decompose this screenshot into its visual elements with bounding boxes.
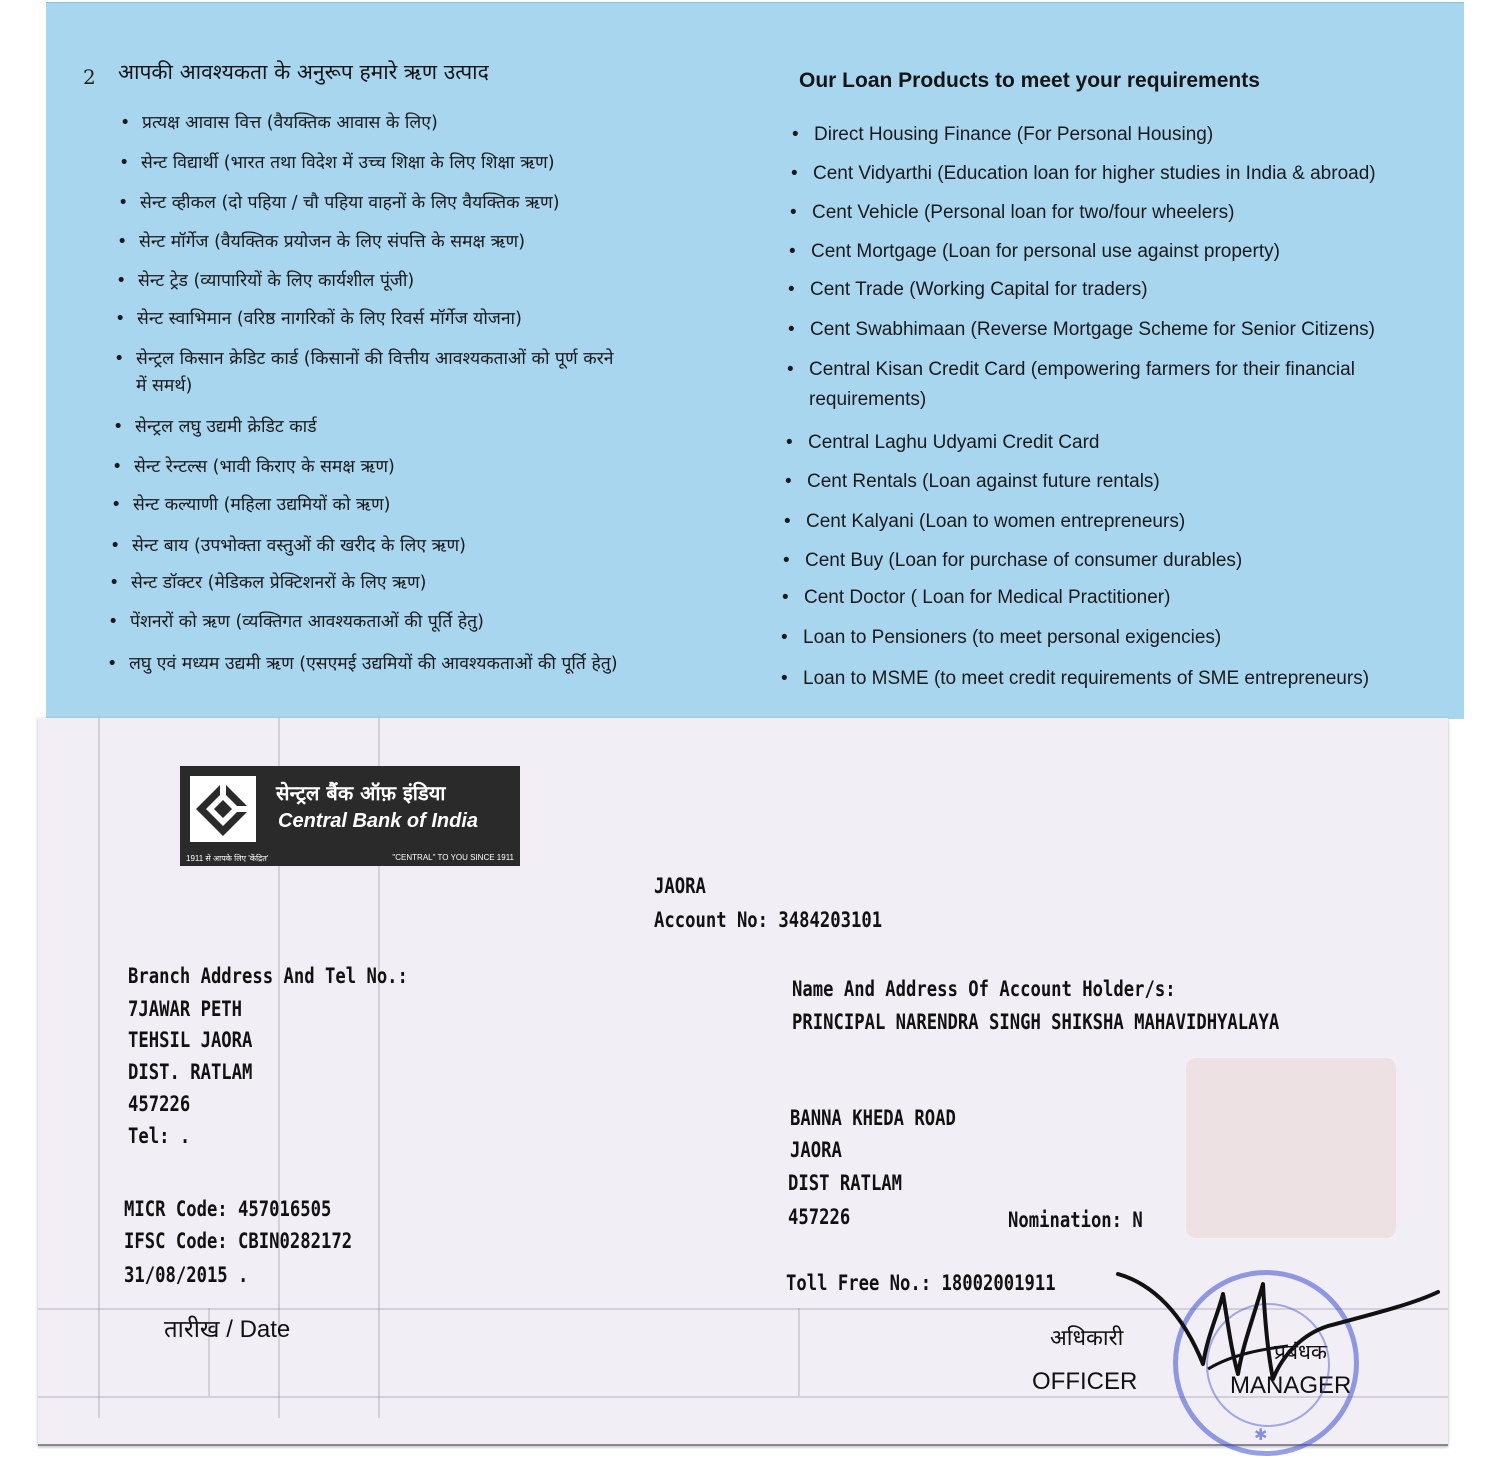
passbook-page bbox=[38, 2, 1466, 1444]
officer-signature bbox=[1113, 1254, 1443, 1394]
english-heading: Our Loan Products to meet your requirements bbox=[799, 69, 1260, 92]
english-product: • Central Kisan Credit Card (empowering farmers for their financial bbox=[787, 359, 1355, 380]
hindi-product: • सेन्ट स्वाभिमान (वरिष्ठ नागरिकों के लिए रिवर्स मॉर्गेज योजना) bbox=[115, 309, 522, 329]
english-product: • Cent Doctor ( Loan for Medical Practitioner) bbox=[782, 587, 1171, 608]
bank-name-english: Central Bank of India bbox=[278, 810, 479, 832]
ifsc-code: CBIN0282172 bbox=[238, 1229, 353, 1253]
stamp-star-icon: ✱ bbox=[1254, 1425, 1268, 1444]
hindi-product: • सेन्ट ट्रेड (व्यापारियों के लिए कार्यशील पूंजी) bbox=[116, 271, 415, 291]
paper-smudge bbox=[1186, 1058, 1396, 1238]
micr-row bbox=[124, 1197, 331, 1221]
english-product: • Loan to MSME (to meet credit requirements of SME entrepreneurs) bbox=[781, 668, 1370, 689]
branch-address-line: TEHSIL JAORA bbox=[128, 1028, 253, 1052]
hindi-product: • सेन्ट्रल लघु उद्यमी क्रेडिट कार्ड bbox=[113, 417, 317, 437]
hindi-product: • सेन्ट कल्याणी (महिला उद्यमियों को ऋण) bbox=[111, 495, 391, 515]
english-product: • Cent Vehicle (Personal loan for two/four wheelers) bbox=[790, 202, 1235, 223]
nomination-row bbox=[1008, 1208, 1143, 1232]
branch-address-line: DIST. RATLAM bbox=[128, 1060, 253, 1084]
branch-name: JAORA bbox=[654, 874, 706, 898]
account-details-panel bbox=[38, 718, 1448, 1446]
english-product: • Cent Rentals (Loan against future rentals) bbox=[785, 471, 1160, 492]
branch-address-label: Branch Address And Tel No.: bbox=[128, 964, 408, 988]
account-number: 3484203101 bbox=[778, 908, 883, 932]
micr-label: MICR Code: bbox=[124, 1197, 228, 1221]
issue-date: 31/08/2015 . bbox=[124, 1263, 249, 1287]
english-product-continued: requirements) bbox=[809, 389, 927, 410]
bank-tagline bbox=[180, 852, 520, 866]
manager-label: MANAGER bbox=[1230, 1372, 1352, 1399]
holder-label: Name And Address Of Account Holder/s: bbox=[792, 977, 1176, 1001]
hindi-product: • सेन्ट बाय (उपभोक्ता वस्तुओं की खरीद के लिए ऋण) bbox=[110, 536, 466, 556]
holder-address-line: DIST RATLAM bbox=[788, 1171, 903, 1195]
micr-code: 457016505 bbox=[238, 1197, 332, 1221]
toll-free-number: 18002001911 bbox=[941, 1271, 1056, 1295]
toll-free-label: Toll Free No.: bbox=[786, 1271, 932, 1295]
account-number-label: Account No: bbox=[654, 908, 769, 932]
tagline-hindi: 1911 से आपके लिए 'केंद्रित' bbox=[186, 854, 269, 863]
hindi-product: • सेन्ट व्हीकल (दो पहिया / चौ पहिया वाहनों के लिए वैयक्तिक ऋण) bbox=[118, 193, 560, 213]
holder-name: PRINCIPAL NARENDRA SINGH SHIKSHA MAHAVIDHYALAYA bbox=[792, 1010, 1280, 1034]
toll-free-row bbox=[786, 1271, 1056, 1295]
page-number: 2 bbox=[83, 65, 96, 89]
holder-address-line: 457226 bbox=[788, 1205, 851, 1229]
ifsc-label: IFSC Code: bbox=[124, 1229, 228, 1253]
hindi-heading: आपकी आवश्यकता के अनुरूप हमारे ऋण उत्पाद bbox=[118, 60, 489, 84]
english-product: • Central Laghu Udyami Credit Card bbox=[786, 432, 1100, 453]
hindi-product: • सेन्ट रेन्टल्स (भावी किराए के समक्ष ऋण) bbox=[112, 457, 395, 477]
date-label: तारीख / Date bbox=[164, 1316, 291, 1343]
english-product: • Direct Housing Finance (For Personal Housing) bbox=[792, 124, 1214, 145]
bank-name-hindi: सेन्ट्रल बैंक ऑफ़ इंडिया bbox=[276, 781, 446, 805]
english-product: • Cent Trade (Working Capital for traders) bbox=[788, 279, 1148, 300]
english-product: • Cent Vidyarthi (Education loan for higher studies in India & abroad) bbox=[791, 163, 1376, 184]
officer-label: OFFICER bbox=[1032, 1368, 1138, 1395]
branch-tel: Tel: . bbox=[128, 1124, 191, 1148]
holder-address-line: JAORA bbox=[790, 1138, 842, 1162]
manager-label-hindi: प्रबंधक bbox=[1274, 1340, 1327, 1364]
english-product: • Cent Kalyani (Loan to women entrepreneurs) bbox=[784, 511, 1186, 532]
nomination-label: Nomination: bbox=[1008, 1208, 1123, 1232]
bank-emblem-icon bbox=[190, 776, 256, 842]
english-product: • Cent Buy (Loan for purchase of consumer durables) bbox=[783, 550, 1243, 571]
tagline-english: "CENTRAL" TO YOU SINCE 1911 bbox=[392, 853, 514, 862]
hindi-product: • लघु एवं मध्यम उद्यमी ऋण (एसएमई उद्यमियों की आवश्यकताओं की पूर्ति हेतु) bbox=[107, 654, 618, 674]
bank-logo bbox=[180, 766, 520, 852]
hindi-product: • सेन्ट विद्यार्थी (भारत तथा विदेश में उच्च शिक्षा के लिए शिक्षा ऋण) bbox=[119, 153, 555, 173]
english-product: • Loan to Pensioners (to meet personal exigencies) bbox=[781, 627, 1222, 648]
holder-address-line: BANNA KHEDA ROAD bbox=[790, 1106, 956, 1130]
ghost-line bbox=[798, 1308, 800, 1396]
officer-label-hindi: अधिकारी bbox=[1050, 1326, 1124, 1351]
hindi-product-continued: में समर्थ) bbox=[136, 376, 193, 396]
branch-address-line: 7JAWAR PETH bbox=[128, 997, 243, 1021]
hindi-product: • पेंशनरों को ऋण (व्यक्तिगत आवश्यकताओं की पूर्ति हेतु) bbox=[108, 612, 484, 632]
english-product: • Cent Swabhimaan (Reverse Mortgage Scheme for Senior Citizens) bbox=[788, 319, 1375, 340]
hindi-product: • प्रत्यक्ष आवास वित्त (वैयक्तिक आवास के लिए) bbox=[120, 113, 438, 133]
ghost-line bbox=[98, 718, 100, 1418]
hindi-product: • सेन्ट्रल किसान क्रेडिट कार्ड (किसानों की वित्तीय आवश्यकताओं को पूर्ण करने bbox=[114, 349, 614, 369]
branch-address-line: 457226 bbox=[128, 1092, 191, 1116]
english-product: • Cent Mortgage (Loan for personal use against property) bbox=[789, 241, 1280, 262]
hindi-product: • सेन्ट मॉर्गेज (वैयक्तिक प्रयोजन के लिए संपत्ति के समक्ष ऋण) bbox=[117, 232, 526, 252]
account-number-row bbox=[654, 908, 882, 932]
hindi-product: • सेन्ट डॉक्टर (मेडिकल प्रेक्टिशनरों के लिए ऋण) bbox=[109, 573, 427, 593]
ifsc-row bbox=[124, 1229, 352, 1253]
loan-products-panel bbox=[46, 2, 1464, 719]
nomination-value: N bbox=[1132, 1208, 1143, 1232]
